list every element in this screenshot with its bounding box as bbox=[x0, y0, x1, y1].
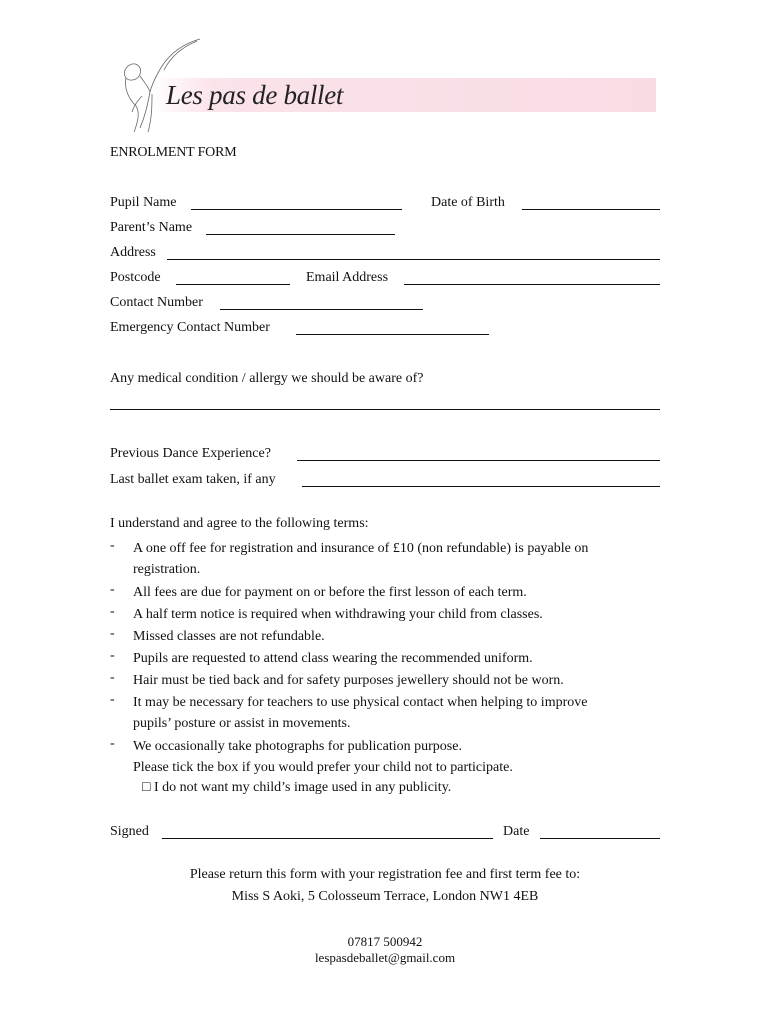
email-address-label: Email Address bbox=[306, 270, 389, 285]
contact-number-field[interactable] bbox=[220, 309, 423, 310]
contact-phone: 07817 500942 bbox=[347, 934, 423, 949]
pupil-name-field[interactable] bbox=[191, 209, 402, 210]
logo-text: Les pas de ballet bbox=[166, 80, 344, 110]
pupil-name-row bbox=[110, 195, 660, 215]
parents-name-label: Parent’s Name bbox=[110, 220, 193, 235]
address-row bbox=[110, 245, 660, 265]
term-dash: - bbox=[110, 736, 115, 751]
last-exam-field[interactable] bbox=[302, 486, 660, 487]
contact-number-label: Contact Number bbox=[110, 295, 203, 310]
postcode-label: Postcode bbox=[110, 270, 161, 285]
term-dash: - bbox=[110, 604, 115, 619]
contact-number-row bbox=[110, 295, 660, 315]
parents-name-field[interactable] bbox=[206, 234, 395, 235]
term-item: It may be necessary for teachers to use physical contact when helping to improve bbox=[133, 695, 588, 710]
postcode-field[interactable] bbox=[176, 284, 290, 285]
address-field[interactable] bbox=[167, 259, 660, 260]
term-item: registration. bbox=[133, 562, 201, 577]
term-item: pupils’ posture or assist in movements. bbox=[133, 716, 351, 731]
previous-experience-field[interactable] bbox=[297, 460, 660, 461]
term-item: Missed classes are not refundable. bbox=[133, 629, 325, 644]
date-of-birth-label: Date of Birth bbox=[431, 195, 505, 210]
previous-experience-row bbox=[110, 446, 660, 466]
emergency-contact-label: Emergency Contact Number bbox=[110, 320, 270, 335]
emergency-contact-row bbox=[110, 320, 660, 340]
term-dash: - bbox=[110, 626, 115, 641]
term-item: A one off fee for registration and insurance of £10 (non refundable) is payable on bbox=[133, 541, 589, 556]
postcode-email-row bbox=[110, 270, 660, 290]
address-label: Address bbox=[110, 245, 156, 260]
last-exam-label: Last ballet exam taken, if any bbox=[110, 472, 276, 487]
medical-question: Any medical condition / allergy we should be aware of? bbox=[110, 371, 424, 386]
terms-intro: I understand and agree to the following terms: bbox=[110, 516, 369, 531]
signed-label: Signed bbox=[110, 824, 149, 839]
term-dash: - bbox=[110, 692, 115, 707]
term-item: A half term notice is required when withdrawing your child from classes. bbox=[133, 607, 543, 622]
pupil-name-label: Pupil Name bbox=[110, 195, 177, 210]
term-item: Hair must be tied back and for safety purposes jewellery should not be worn. bbox=[133, 673, 564, 688]
signature-row bbox=[110, 824, 660, 844]
date-label: Date bbox=[503, 824, 530, 839]
date-of-birth-field[interactable] bbox=[522, 209, 660, 210]
date-field[interactable] bbox=[540, 838, 660, 839]
term-dash: - bbox=[110, 538, 115, 553]
last-exam-row bbox=[110, 472, 660, 492]
publicity-optout-checkbox[interactable]: □ I do not want my child’s image used in any publicity. bbox=[142, 780, 452, 795]
term-item: Please tick the box if you would prefer your child not to participate. bbox=[133, 760, 513, 775]
term-dash: - bbox=[110, 582, 115, 597]
parents-name-row bbox=[110, 220, 660, 240]
term-dash: - bbox=[110, 648, 115, 663]
contact-email[interactable]: lespasdeballet@gmail.com bbox=[314, 950, 456, 965]
signature-field[interactable] bbox=[162, 838, 493, 839]
return-instructions: Please return this form with your registration fee and first term fee to: bbox=[189, 867, 581, 882]
return-address: Miss S Aoki, 5 Colosseum Terrace, London NW1 4EB bbox=[231, 889, 539, 904]
term-item: We occasionally take photographs for publication purpose. bbox=[133, 739, 462, 754]
previous-experience-label: Previous Dance Experience? bbox=[110, 446, 271, 461]
form-title: ENROLMENT FORM bbox=[110, 145, 237, 160]
term-dash: - bbox=[110, 670, 115, 685]
term-item: All fees are due for payment on or before the first lesson of each term. bbox=[133, 585, 527, 600]
term-item: Pupils are requested to attend class wearing the recommended uniform. bbox=[133, 651, 533, 666]
emergency-contact-field[interactable] bbox=[296, 334, 489, 335]
email-address-field[interactable] bbox=[404, 284, 660, 285]
medical-answer-field[interactable] bbox=[110, 409, 660, 410]
